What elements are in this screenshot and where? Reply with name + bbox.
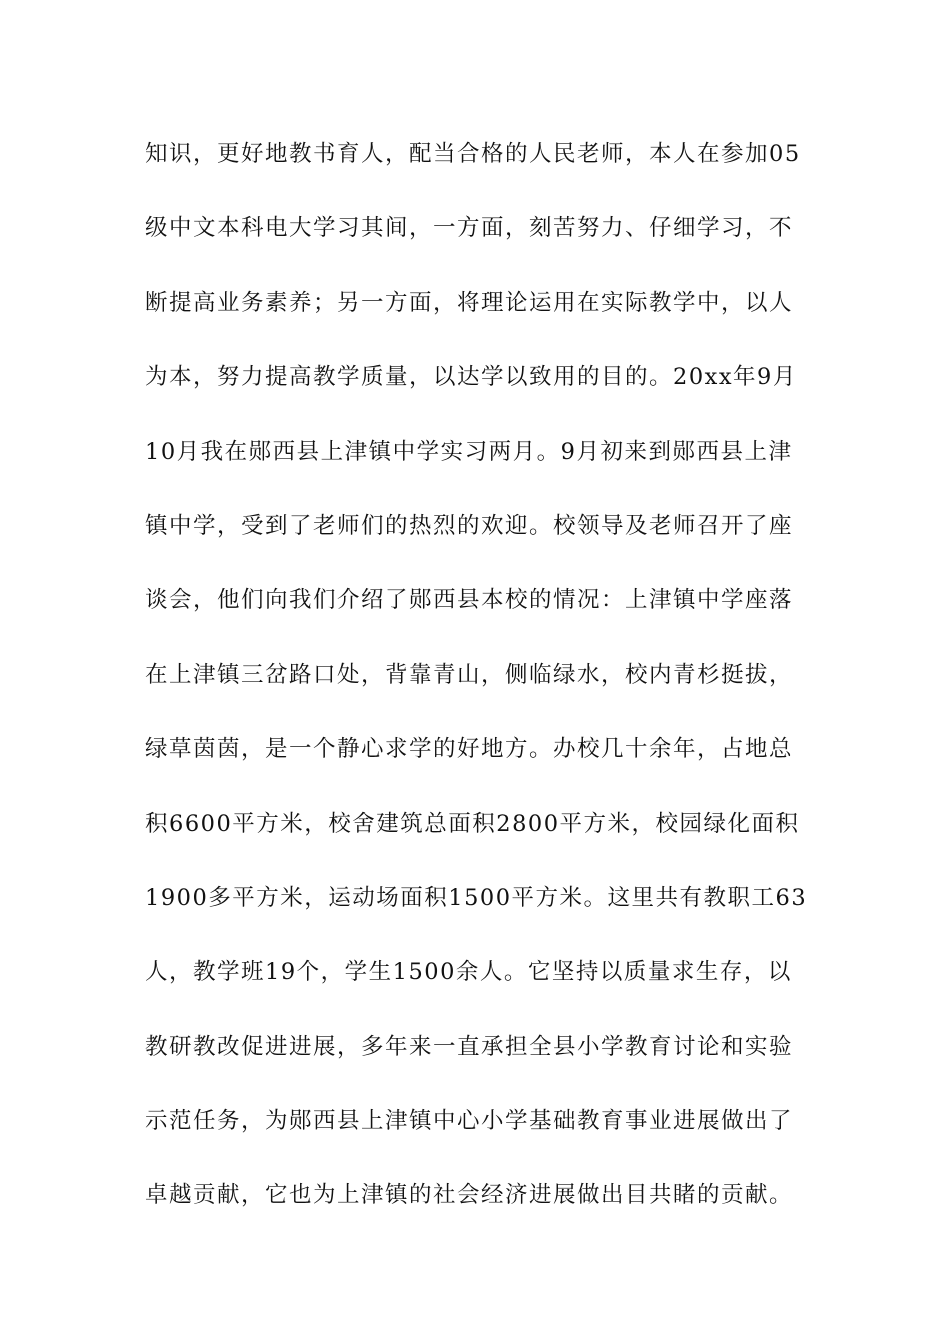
text-line: 谈会，他们向我们介绍了郧西县本校的情况：上津镇中学座落	[145, 587, 794, 614]
text-line: 积6600平方米，校舍建筑总面积2800平方米，校园绿化面积	[145, 810, 800, 837]
text-line: 卓越贡献，它也为上津镇的社会经济进展做出目共睹的贡献。	[145, 1182, 794, 1209]
text-line: 绿草茵茵，是一个静心求学的好地方。办校几十余年，占地总	[145, 736, 794, 763]
text-line: 级中文本科电大学习其间，一方面，刻苦努力、仔细学习，不	[145, 215, 794, 242]
text-line: 示范任务，为郧西县上津镇中心小学基础教育事业进展做出了	[145, 1108, 794, 1135]
text-line: 为本，努力提高教学质量，以达学以致用的目的。20xx年9月	[145, 364, 797, 391]
text-line: 知识，更好地教书育人，配当合格的人民老师，本人在参加05	[145, 141, 801, 167]
text-line: 教研教改促进进展，多年来一直承担全县小学教育讨论和实验	[145, 1033, 794, 1060]
body-paragraph	[145, 126, 815, 1242]
text-line: 1900多平方米，运动场面积1500平方米。这里共有教职工63	[145, 884, 808, 911]
text-line: 断提高业务素养；另一方面，将理论运用在实际教学中，以人	[145, 289, 794, 316]
text-line: 10月我在郧西县上津镇中学实习两月。9月初来到郧西县上津	[145, 438, 793, 465]
text-line: 人，教学班19个，学生1500余人。它坚持以质量求生存，以	[145, 959, 792, 986]
text-line: 在上津镇三岔路口处，背靠青山，侧临绿水，校内青杉挺拔，	[145, 661, 794, 688]
text-line: 镇中学，受到了老师们的热烈的欢迎。校领导及老师召开了座	[145, 512, 794, 539]
